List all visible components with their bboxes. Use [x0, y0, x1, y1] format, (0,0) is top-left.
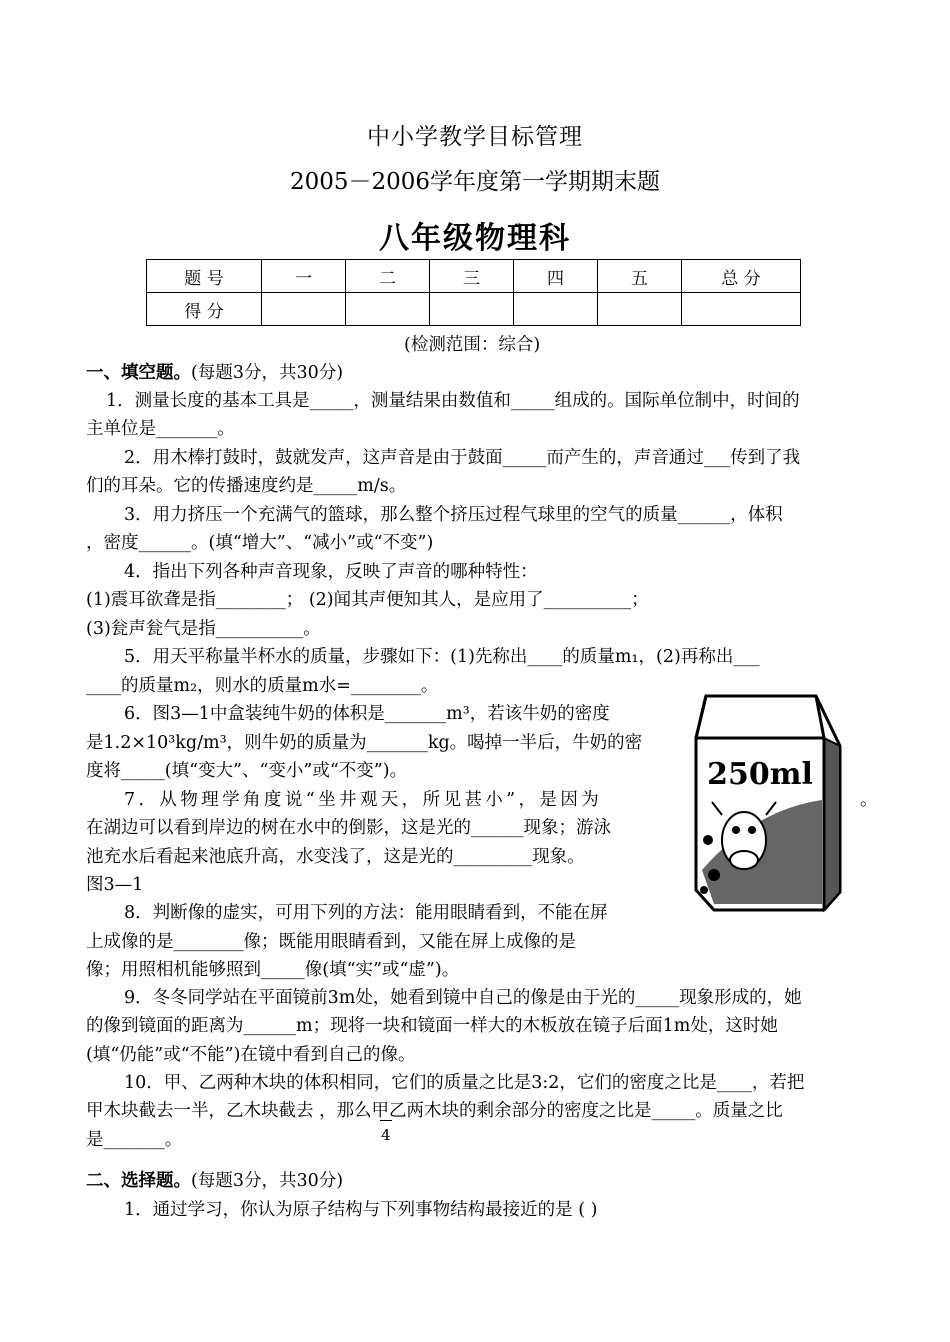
scope-note: (检测范围：综合) [404, 335, 541, 355]
milk-carton-drawing [694, 690, 844, 912]
q6-line3: 度将_____(填“变大”、“变小”或“不变”)。 [86, 761, 408, 781]
q7-line2: 在湖边可以看到岸边的树在水中的倒影，这是光的______现象；游泳 [86, 818, 611, 838]
score-cell: 二 [346, 260, 430, 293]
q9-line1: 9．冬冬同学站在平面镜前3m处，她看到镜中自己的像是由于光的_____现象形成的，她 [124, 988, 802, 1008]
q10-line1: 10．甲、乙两种木块的体积相同，它们的质量之比是3:2，它们的密度之比是____，若把 [124, 1073, 805, 1093]
q4-line3: (3)瓮声瓮气是指__________。 [86, 619, 321, 639]
q1-line1: 1．测量长度的基本工具是_____，测量结果由数值和_____组成的。国际单位制中，时间的 [106, 391, 800, 411]
q10-line2: 甲木块截去一半，乙木块截去 ，那么甲乙两木块的剩余部分的密度之比是_____。质量之比 [86, 1101, 783, 1121]
milk-carton-figure [694, 690, 844, 912]
q5-line2: ____的质量m₂，则水的质量m水=________。 [86, 676, 439, 696]
score-cell [682, 293, 801, 326]
title-line1: 中小学教学目标管理 [367, 124, 583, 150]
score-cell: 总 分 [682, 260, 801, 293]
score-cell [598, 293, 682, 326]
q4-line1: 4．指出下列各种声音现象，反映了声音的哪种特性： [124, 562, 538, 582]
score-cell: 五 [598, 260, 682, 293]
q7-line1: 7．从物理学角度说“坐井观天，所见甚小”，是因为 [124, 790, 603, 810]
fraction-bar [380, 1120, 392, 1121]
q7-end-dot: 。 [860, 790, 878, 810]
fraction-denominator: 4 [381, 1126, 391, 1144]
section1-heading-line [86, 359, 343, 387]
score-cell [346, 293, 430, 326]
score-cell: 三 [430, 260, 514, 293]
q7-line3: 池充水后看起来池底升高，水变浅了，这是光的_________现象。 [86, 847, 585, 867]
score-cell [430, 293, 514, 326]
q8-line3: 像；用照相机能够照到_____像(填“实”或“虚”)。 [86, 960, 460, 980]
q9-line2: 的像到镜面的距离为______m；现将一块和镜面一样大的木板放在镜子后面1m处，这时她 [86, 1016, 778, 1036]
section2-heading-line [86, 1167, 343, 1195]
q3-line2: ，密度______。(填“增大”、“减小”或“不变”) [86, 533, 434, 553]
q2-line1: 2．用木棒打鼓时，鼓就发声，这声音是由于鼓面_____而产生的，声音通过___传到了我 [124, 448, 801, 468]
q2-line2: 们的耳朵。它的传播速度约是_____m/s。 [86, 476, 407, 496]
score-cell [262, 293, 346, 326]
score-table [146, 259, 801, 326]
s2-q1: 1．通过学习，你认为原子结构与下列事物结构最接近的是 ( ) [124, 1200, 598, 1220]
section1-note: (每题3分，共30分) [191, 363, 344, 383]
score-cell: 一 [262, 260, 346, 293]
figure-caption: 图3—1 [86, 875, 144, 895]
q10-line3: 是_______。 [86, 1130, 183, 1150]
score-table-score-row [147, 293, 801, 326]
carton-label: 250ml [707, 757, 813, 792]
score-cell [514, 293, 598, 326]
section2-note: (每题3分，共30分) [191, 1171, 344, 1191]
q8-line2: 上成像的是________像；既能用眼睛看到，又能在屏上成像的是 [86, 932, 576, 952]
q8-line1: 8．判断像的虚实，可用下列的方法：能用眼睛看到，不能在屏 [124, 903, 608, 923]
subject-title: 八年级物理科 [379, 221, 571, 256]
q6-line1: 6．图3—1中盒装纯牛奶的体积是_______m³，若该牛奶的密度 [124, 704, 610, 724]
q9-line3: (填“仍能”或“不能”)在镜中看到自己的像。 [86, 1045, 416, 1065]
score-cell: 四 [514, 260, 598, 293]
section2-heading: 二、选择题。 [86, 1171, 191, 1191]
score-cell: 题 号 [147, 260, 262, 293]
score-table-header-row [147, 260, 801, 293]
q5-line1: 5．用天平称量半杯水的质量，步骤如下：(1)先称出____的质量m₁，(2)再称出___ [124, 647, 760, 667]
q1-line2: 主单位是_______。 [86, 419, 235, 439]
q3-line1: 3．用力挤压一个充满气的篮球，那么整个挤压过程气球里的空气的质量______，体积 [124, 505, 783, 525]
section1-heading: 一、填空题。 [86, 363, 191, 383]
title-line2: 2005－2006学年度第一学期期末题 [289, 169, 661, 195]
q4-line2: (1)震耳欲聋是指________； (2)闻其声便知其人，是应用了__________； [86, 590, 649, 610]
score-cell: 得 分 [147, 293, 262, 326]
q6-line2: 是1.2×10³kg/m³，则牛奶的质量为_______kg。喝掉一半后，牛奶的密 [86, 733, 643, 753]
